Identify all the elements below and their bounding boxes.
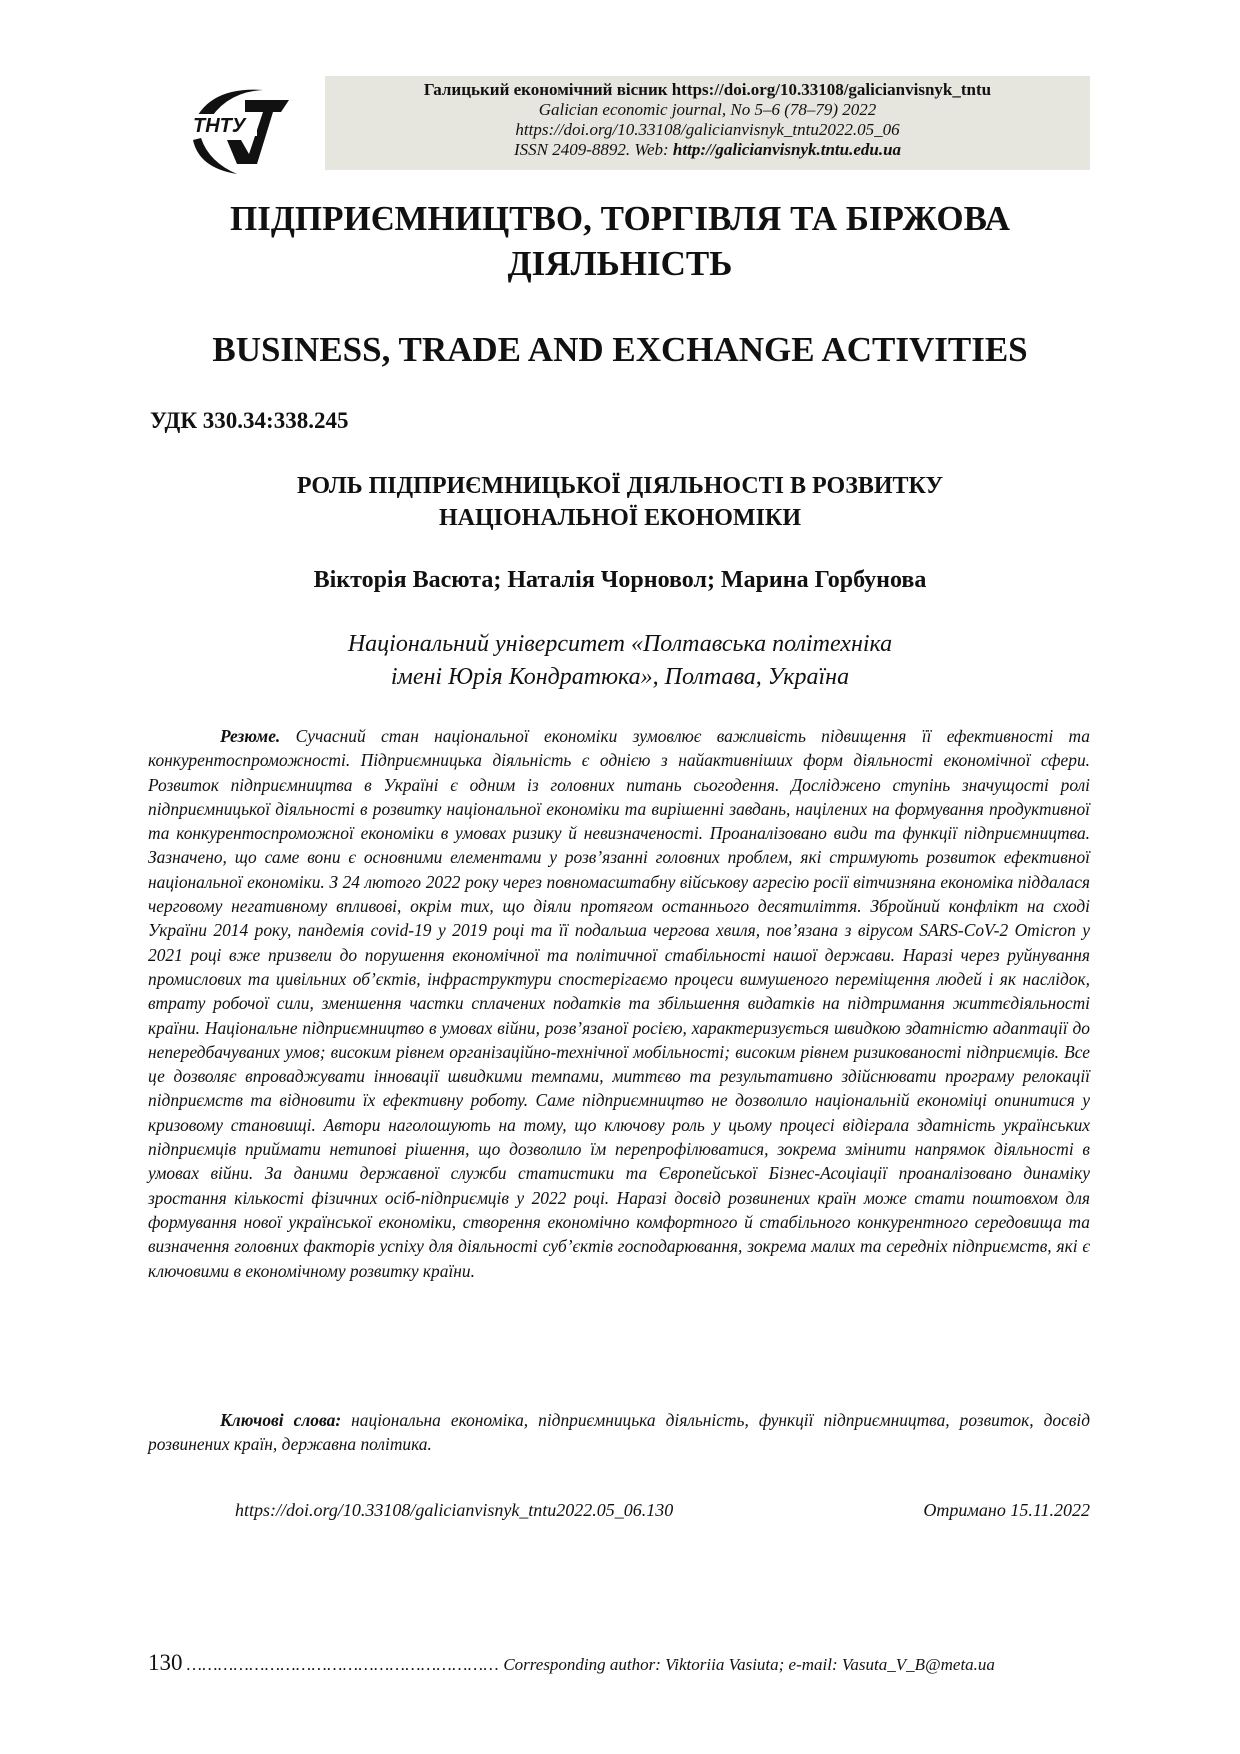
page-footer — [148, 1650, 1090, 1676]
section-title-ua — [0, 196, 1240, 286]
affiliation-line2: імені Юрія Кондратюка», Полтава, Україна — [390, 664, 850, 690]
keywords-label: Ключові слова: — [220, 1410, 342, 1430]
article-doi-link[interactable]: https://doi.org/10.33108/galicianvisnyk_tntu2022.05_06.130 — [235, 1500, 674, 1520]
udk-code: УДК 330.34:338.245 — [150, 408, 349, 433]
journal-title-line: Галицький економічний вісник https://doi.org/10.33108/galicianvisnyk_tntu — [423, 80, 992, 99]
received-date: Отримано 15.11.2022 — [923, 1500, 1090, 1520]
abstract — [148, 724, 1090, 1283]
issn-text: ISSN 2409-8892. Web: — [513, 140, 673, 159]
article-title — [0, 470, 1240, 534]
keywords — [148, 1408, 1090, 1457]
affiliation — [0, 628, 1240, 694]
section-title-en: BUSINESS, TRADE AND EXCHANGE ACTIVITIES — [212, 330, 1028, 369]
article-title-line2: НАЦІОНАЛЬНОЇ ЕКОНОМІКИ — [439, 505, 801, 531]
affiliation-line1: Національний університет «Полтавська політехніка — [347, 631, 893, 657]
corresponding-author: Corresponding author: Viktoriia Vasiuta; e-mail: Vasuta_V_B@meta.ua — [503, 1655, 995, 1674]
page-number: 130 — [148, 1650, 183, 1675]
tntu-logo — [185, 78, 293, 178]
journal-issn-line — [325, 140, 1090, 160]
section-title-ua-line1: ПІДПРИЄМНИЦТВО, ТОРГІВЛЯ ТА БІРЖОВА — [229, 199, 1010, 238]
footer-dots: …………………………………………………… — [186, 1655, 500, 1674]
section-title-ua-line2: ДІЯЛЬНІСТЬ — [507, 244, 733, 283]
journal-web-link[interactable]: http://galicianvisnyk.tntu.edu.ua — [672, 140, 902, 159]
article-title-line1: РОЛЬ ПІДПРИЄМНИЦЬКОЇ ДІЯЛЬНОСТІ В РОЗВИТКУ — [296, 473, 944, 499]
journal-issue-line: Galician economic journal, No 5–6 (78–79) 2022 — [538, 100, 877, 119]
authors: Вікторія Васюта; Наталія Чорновол; Марина Горбунова — [313, 567, 927, 593]
abstract-text: Сучасний стан національної економіки зумовлює важливість підвищення її ефективності та конкурентоспроможності. Підприємницька діяльність є однією з найактивніших форм діяльності економічної сфери. Розвиток підприємництва в Україні є одним із головних питань сьогодення. Досліджено ступінь значущості ролі підприємницької діяльності в розвитку національної економіки та вирішенні завдань, націлених на формування продуктивної та конкурентоспроможної економіки в умовах ризику й невизначеності. Проаналізовано види та функції підприємництва. Зазначено, що саме вони є основними елементами у розв’язанні головних проблем, які стримують розвиток ефективної національної економіки. З 24 лютого 2022 року через повномасштабну військову агресію росії вітчизняна економіка піддалася черговому негативному впливові, окрім тих, що діяли протягом останнього десятиліття. Збройний конфлікт на сході України 2014 року, пандемія covid-19 у 2019 році та її подальша чергова хвиля, пов’язана з вірусом SARS-CoV-2 Omicron у 2021 році вже призвели до порушення економічної та політичної стабільності нашої держави. Наразі через руйнування промислових та цивільних об’єктів, інфраструктури спостерігаємо процеси вимушеного переміщення людей і як наслідок, втрату робочої сили, зменшення частки сплачених податків та збільшення видатків на підтримання життєдіяльності країни. Національне підприємництво в умовах війни, розв’язаної росією, характеризується швидкою здатністю адаптації до непередбачуваних умов; високим рівнем організаційно-технічної мобільності; високим рівнем ризикованості підприємців. Все це дозволяє впроваджувати інновації швидкими темпами, миттєво та результативно здійснювати програму релокації підприємств та відновити їх ефективну роботу. Саме підприємництво не дозволило національній економіці опинитися у кризовому становищі. Автори наголошують на тому, що ключову роль у цьому процесі відіграла здатність українських підприємців приймати нетипові рішення, що дозволило їм перепрофілюватися, зокрема змінити напрямок діяльності в умовах війни. За даними державної служби статистики та Європейської Бізнес-Асоціації проаналізовано динаміку зростання кількості фізичних осіб-підприємців у 2022 році. Наразі досвід розвинених країн може стати поштовхом для формування нової української економіки, створення економічно комфортного й стабільного конкурентного середовища та визначення головних факторів успіху для діяльності суб’єктів господарювання, зокрема малих та середніх підприємств, які є ключовими в економічному розвитку країни. — [148, 726, 1090, 1281]
journal-info-box — [325, 76, 1090, 170]
journal-doi-line[interactable]: https://doi.org/10.33108/galicianvisnyk_tntu2022.05_06 — [515, 120, 900, 139]
logo-text: ТНТУ — [193, 115, 246, 137]
abstract-label: Резюме. — [220, 726, 281, 746]
keywords-text: національна економіка, підприємницька діяльність, функції підприємництва, розвиток, досвід розвинених країн, державна політика. — [148, 1410, 1090, 1455]
